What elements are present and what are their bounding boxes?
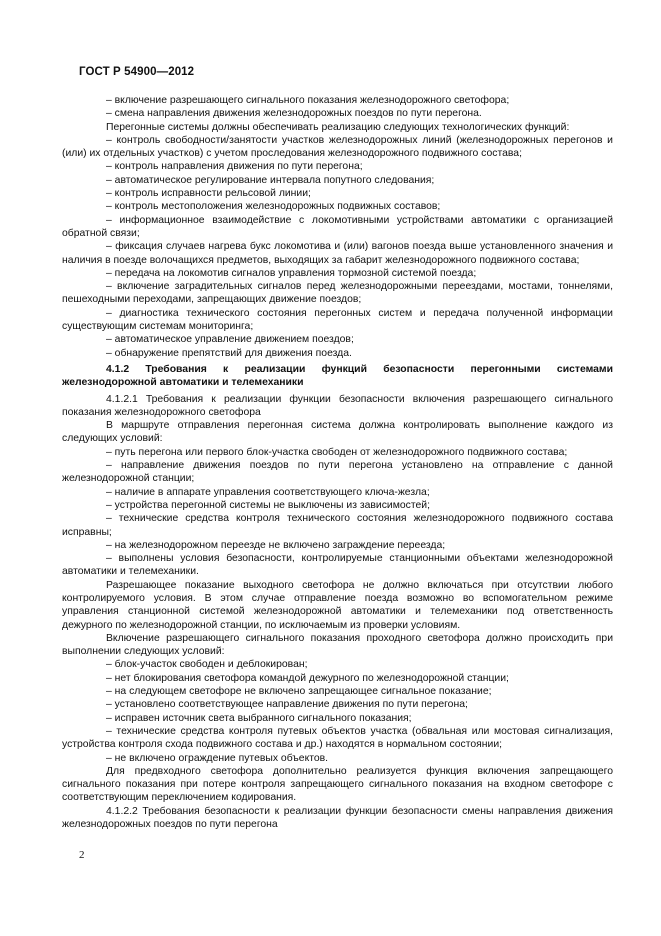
list-item: – контроль свободности/занятости участков железнодорожных линий (железнодорожных перегонов и (или) их отдельных участков) с учетом проследования железнодорожного подвижного состава; <box>62 134 613 160</box>
list-item: – выполнены условия безопасности, контролируемые станционными объектами железнодорожной автоматики и телемеханики. <box>62 553 613 578</box>
list-item: – смена направления движения железнодорожных поездов по пути перегона. <box>106 108 482 120</box>
list-item: – установлено соответствующее направление движения по пути перегона; <box>106 699 468 711</box>
page-number: 2 <box>79 849 85 861</box>
document-header: ГОСТ Р 54900—2012 <box>79 66 195 78</box>
list-item: – фиксация случаев нагрева букс локомотива и (или) вагонов поезда выше установленного значения и наличия в поезде волочащихся предметов, выходящих за габарит железнодорожного подвижного состава; <box>62 241 613 266</box>
list-item: – информационное взаимодействие с локомотивными устройствами автоматики с организацией обратной связи; <box>62 214 613 239</box>
paragraph: Включение разрешающего сигнального показания проходного светофора должно происходить при выполнении следующих условий: <box>62 632 613 658</box>
list-item: – наличие в аппарате управления соответствующего ключа-жезла; <box>106 486 430 498</box>
list-item: – передача на локомотив сигналов управления тормозной системой поезда; <box>106 267 477 279</box>
paragraph: Для предвходного светофора дополнительно реализуется функция включения запрещающего сигнального показания при потере контроля запрещающего сигнального показания на входном светофоре с соответствующим переключением кодирования. <box>62 765 613 804</box>
document-body <box>62 94 613 831</box>
list-item: – обнаружение препятствий для движения поезда. <box>106 347 352 359</box>
list-item: – нет блокирования светофора командой дежурного по железнодорожной станции; <box>106 672 509 684</box>
subsection-heading: 4.1.2.2 Требования безопасности к реализации функции безопасности смены направления движения железнодорожных поездов по пути перегона <box>62 805 613 831</box>
list-item: – контроль местоположения железнодорожных подвижных составов; <box>106 201 441 213</box>
list-item: – автоматическое регулирование интервала попутного следования; <box>106 174 435 186</box>
list-item: – не включено ограждение путевых объектов. <box>106 752 329 764</box>
list-item: – включение разрешающего сигнального показания железнодорожного светофора; <box>106 95 510 106</box>
list-item: – автоматическое управление движением поездов; <box>106 334 354 346</box>
list-item: – блок-участок свободен и деблокирован; <box>106 659 308 671</box>
list-item: – путь перегона или первого блок-участка свободен от железнодорожного подвижного состава; <box>106 446 568 458</box>
list-item: – на железнодорожном переезде не включено заграждение переезда; <box>106 539 446 551</box>
list-item: – контроль исправности рельсовой линии; <box>106 188 311 200</box>
list-item: – технические средства контроля технического состояния железнодорожного подвижного состава исправны; <box>62 513 613 538</box>
subsection-heading: 4.1.2.1 Требования к реализации функции безопасности включения разрешающего сигнального показания железнодорожного светофора <box>62 393 613 418</box>
list-item: – направление движения поездов по пути перегона установлено на отправление с данной железнодорожной станции; <box>62 460 613 485</box>
list-item: – технические средства контроля путевых объектов участка (обвальная или мостовая сигнализация, устройства контроля схода подвижного состава и др.) находятся в нормальном состоянии; <box>62 725 613 751</box>
list-item: – на следующем светофоре не включено запрещающее сигнальное показание; <box>106 686 492 698</box>
paragraph: В маршруте отправления перегонная система должна контролировать выполнение каждого из следующих условий: <box>62 420 613 445</box>
paragraph: Разрешающее показание выходного светофора не должно включаться при отсутствии любого контролируемого условия. В этом случае отправление поезда возможно во вспомогательном режиме управления станционной системой железнодорожной автоматики и телемеханики под ответственность дежурного по железнодорожной станции, по исключаемым из проверки условиям. <box>62 579 613 631</box>
list-item: – контроль направления движения по пути перегона; <box>106 161 363 173</box>
list-item: – диагностика технического состояния перегонных систем и передача полученной информации существующим системам мониторинга; <box>62 307 613 333</box>
list-item: – включение заградительных сигналов перед железнодорожными переездами, мостами, тоннелями, пешеходными переходами, запрещающих движение поездов; <box>62 281 613 306</box>
paragraph: Перегонные системы должны обеспечивать реализацию следующих технологических функций: <box>106 121 570 133</box>
list-item: – исправен источник света выбранного сигнального показания; <box>106 712 412 724</box>
list-item: – устройства перегонной системы не выключены из зависимостей; <box>106 499 430 511</box>
section-heading: 4.1.2 Требования к реализации функций безопасности перегонными системами железнодорожной автоматики и телемеханики <box>62 363 613 389</box>
